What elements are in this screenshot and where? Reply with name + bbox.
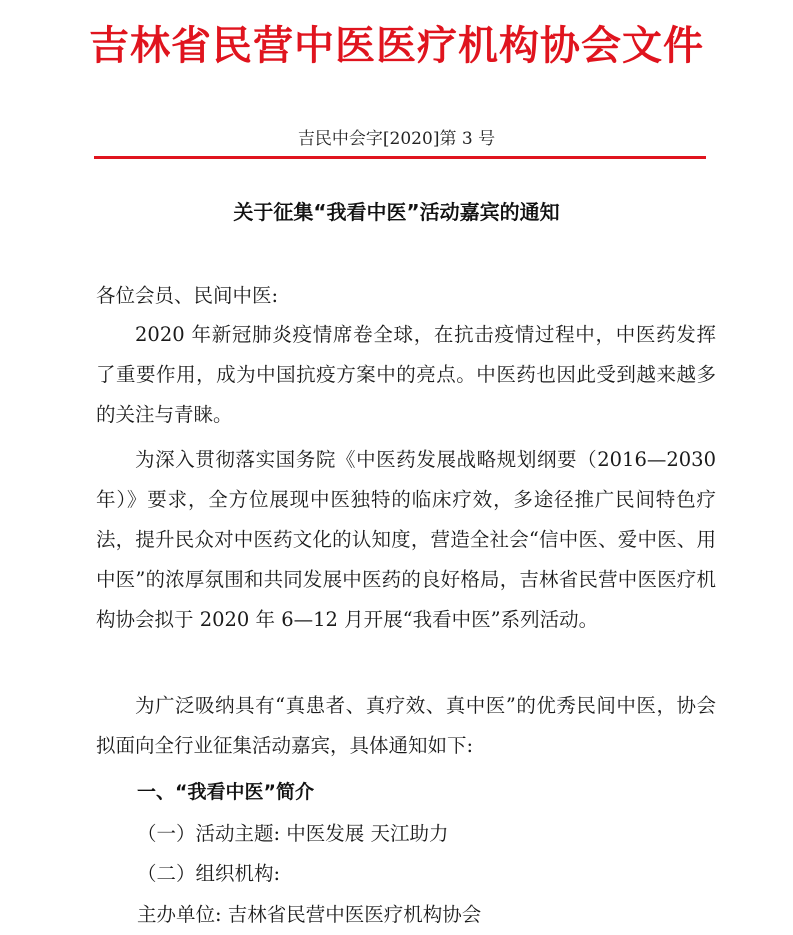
paragraph-text: 为广泛吸纳具有“真患者、真疗效、真中医”的优秀民间中医，协会拟面向全行业征集活动嘉宾，具体通知如下: <box>96 694 716 757</box>
section-heading: 一、“我看中医”简介 <box>137 781 314 803</box>
list-item-host: 主办单位: 吉林省民营中医医疗机构协会 <box>137 903 482 926</box>
paragraph-text: 为深入贯彻落实国务院《中医药发展战略规划纲要（2016—2030 年）》要求，全方位展现中医独特的临床疗效，多途径推广民间特色疗法，提升民众对中医药文化的认知度，营造全社会“信中医、爱中医、用中医”的浓厚氛围和共同发展中医药的良好格局，吉林省民营中医医疗机构协会拟于 2020 年 6—12 月开展“我看中医”系列活动。 <box>96 448 716 631</box>
header-divider <box>94 156 706 159</box>
list-item-organization: （二）组织机构: <box>137 862 281 885</box>
org-document-header: 吉林省民营中医医疗机构协会文件 <box>89 23 704 69</box>
document-number: 吉民中会字[2020]第 3 号 <box>297 129 496 149</box>
body-paragraph-3 <box>96 686 716 766</box>
list-item-theme: （一）活动主题: 中医发展 天江助力 <box>137 822 449 845</box>
paragraph-text: 2020 年新冠肺炎疫情席卷全球，在抗击疫情过程中，中医药发挥了重要作用，成为中国抗疫方案中的亮点。中医药也因此受到越来越多的关注与青睐。 <box>96 323 716 426</box>
salutation: 各位会员、民间中医: <box>96 284 279 307</box>
body-paragraph-1 <box>96 315 716 435</box>
body-paragraph-2 <box>96 440 716 640</box>
notice-title: 关于征集“我看中医”活动嘉宾的通知 <box>233 200 560 224</box>
